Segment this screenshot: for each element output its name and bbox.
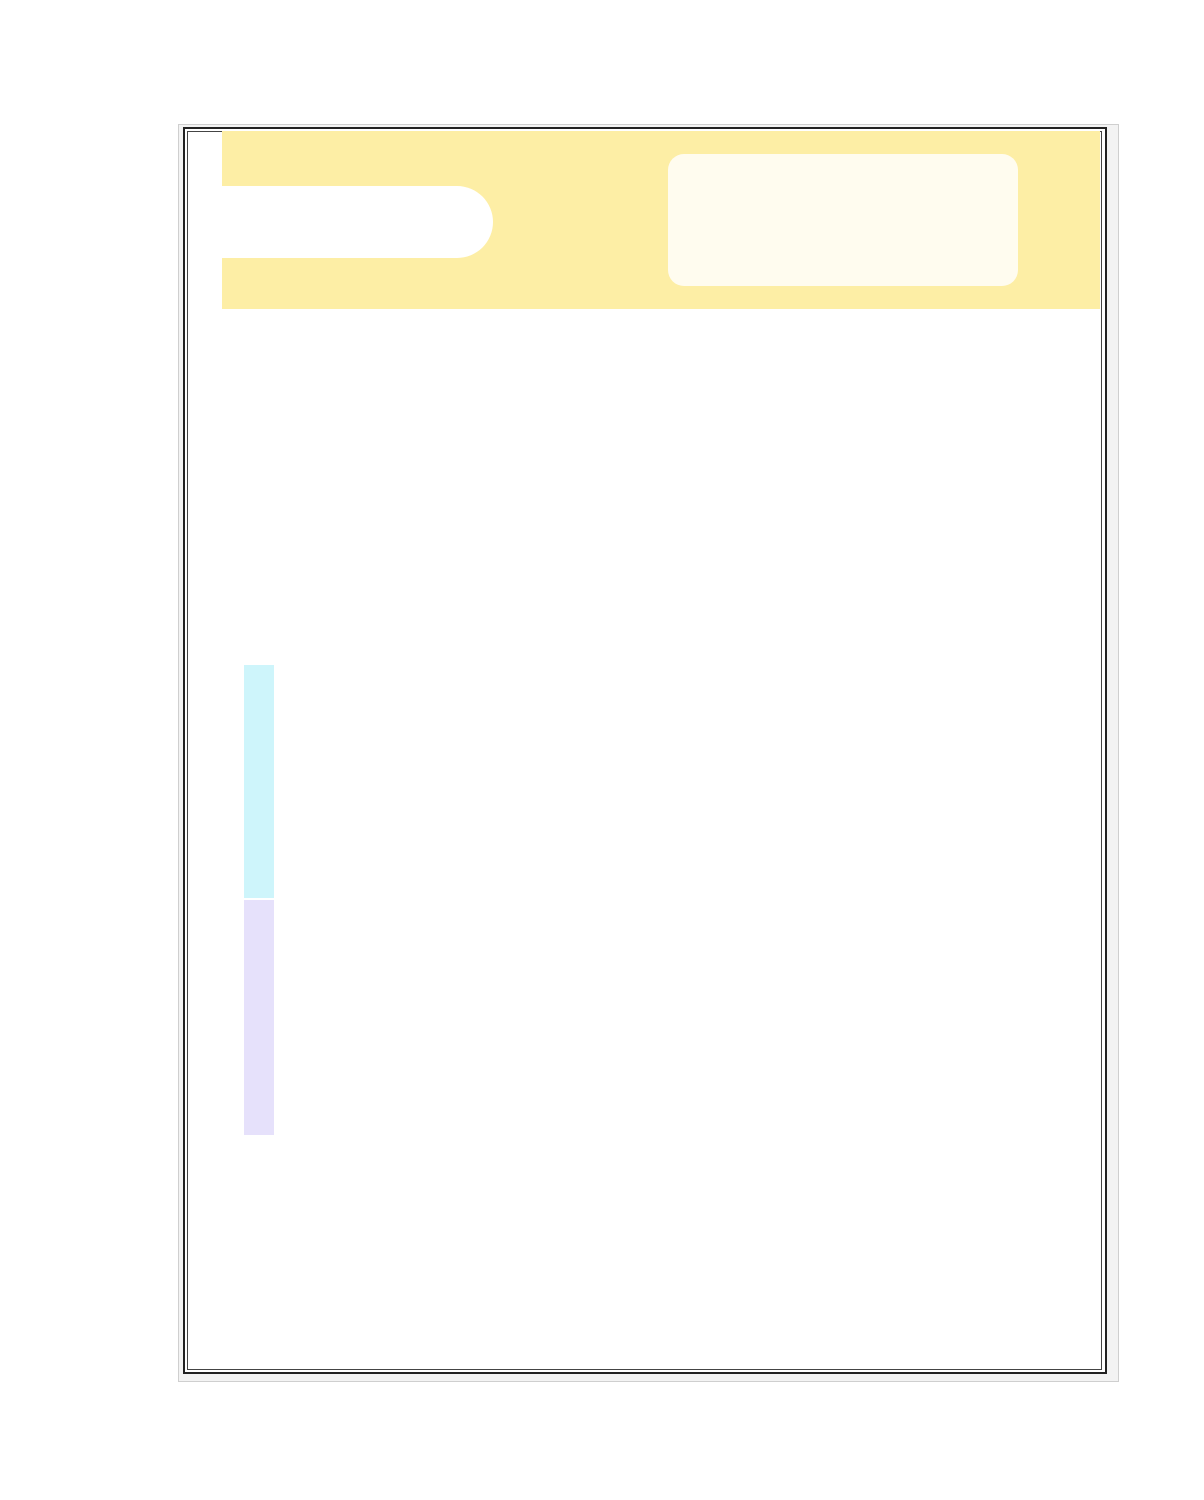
important-note-box[interactable] (668, 154, 1018, 286)
title-pill (210, 186, 493, 258)
page-inner-border (187, 131, 1102, 1370)
cyan-side-tab (244, 665, 274, 898)
lavender-side-tab (244, 900, 274, 1135)
